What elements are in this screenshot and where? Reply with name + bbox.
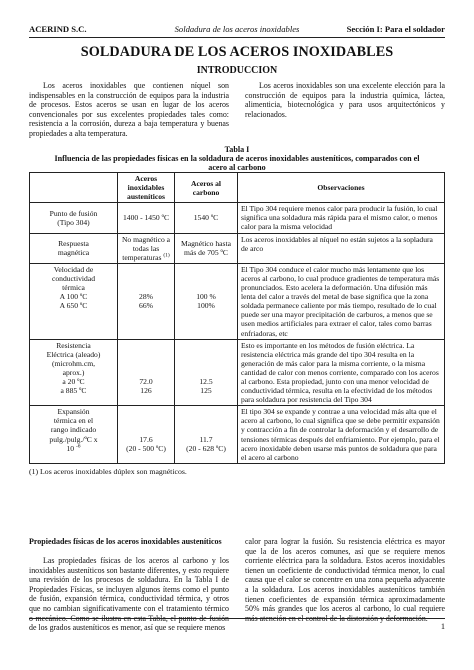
cell-line: [33, 359, 114, 368]
cell-line: [121, 386, 171, 395]
cell-line: [33, 350, 114, 359]
cell-line: [33, 416, 114, 425]
cell-line: [121, 235, 171, 244]
page-number: 1: [440, 622, 445, 631]
cell-text: Magnético hasta: [181, 239, 231, 249]
cell-text: Resistencia: [56, 340, 91, 350]
cell-text: a 20 ºC: [62, 376, 85, 386]
cell-line: [178, 377, 234, 386]
inox-value-cell: [118, 203, 175, 233]
cell-text: térmica en el: [53, 416, 94, 426]
cell-line: [121, 444, 171, 453]
table-header-inox: Aceros inoxidables austeníticos: [118, 173, 175, 203]
cell-line: [121, 377, 171, 386]
cell-text: 100%: [197, 301, 215, 311]
cell-text: 10: [66, 443, 75, 453]
table-row: [30, 339, 445, 406]
cell-text: 72.0: [139, 376, 153, 386]
cell-text: pulg./pulg./ºC x: [49, 434, 98, 444]
cell-text: conductividad: [51, 273, 96, 283]
property-cell: [30, 339, 118, 406]
carbon-value-cell: [175, 406, 238, 464]
section-heading: Propiedades físicas de los aceros inoxidables austeníticos: [29, 537, 222, 546]
cell-text: 126: [140, 386, 152, 396]
cell-text: (20 - 500 ºC): [126, 443, 166, 453]
cell-line: [178, 239, 234, 248]
table-header-row: [30, 173, 445, 203]
property-cell: [30, 233, 118, 263]
superscript: (1): [163, 252, 170, 259]
cell-text: rango indicado: [50, 425, 97, 435]
table-number: Tabla I: [224, 145, 250, 154]
cell-text: todas las: [132, 243, 160, 253]
cell-line: [178, 213, 234, 222]
carbon-value-cell: [175, 203, 238, 233]
intro-paragraph-left: Los aceros inoxidables que contienen níquel son indispensables en la construcción de equipos para la industria de procesos. Estos aceros se usan en lugar de los aceros convencionales por sus excelentes propiedades tales como: resistencia a la corrosión, dureza a baja temperatura y buenas propiedades a alta temperatura.: [29, 81, 229, 138]
table-caption: Influencia de las propiedades físicas en la soldadura de aceros inoxidables austeníticos, comparados con el acero al carbono: [54, 154, 420, 173]
cell-line: [33, 368, 114, 377]
cell-line: [33, 218, 114, 227]
cell-text: No magnético a: [121, 234, 171, 244]
section-label: Sección I: Para el soldador: [346, 24, 445, 34]
observation-cell: El Tipo 304 conduce el calor mucho más lentamente que los aceros al carbono, lo cual produce gradientes de temperatura más pronunciados. Esto acelera la deformación. Una difusión más lenta del calor a través del metal de base significa que la zona soldada permanece caliente por más tiempo, resultado de lo cual puede ser una mayor precipitación de carburos, a menos que se usen medios artificiales para extraer el calor, tales como barras enfriadoras, etc: [238, 263, 445, 339]
cell-text: 11.7: [199, 434, 213, 444]
property-cell: [30, 406, 118, 464]
cell-line: [33, 239, 114, 248]
cell-line: [178, 292, 234, 301]
cell-line: [33, 386, 114, 395]
observation-cell: Los aceros inoxidables al níquel no están sujetos a la sopladura de arco: [238, 233, 445, 263]
table-header-blank: [30, 173, 118, 203]
cell-text: Eléctrica (aleado): [46, 349, 101, 359]
inox-value-cell: [118, 406, 175, 464]
cell-line: [33, 341, 114, 350]
cell-text: Punto de fusión: [49, 208, 98, 218]
cell-text: más de 705 ºC: [184, 248, 228, 258]
cell-line: [121, 253, 171, 262]
cell-text: magnética: [57, 248, 90, 258]
cell-text: Respuesta: [58, 239, 89, 249]
cell-text: (microhm.cm,: [51, 358, 96, 368]
section-paragraph-left: Las propiedades físicas de los aceros al carbono y los inoxidables austeníticos son bastante diferentes, y esto requiere una revisión de los procesos de soldadura. En la Tabla I de Propiedades Físicas, se incluyen algunos ítems como el punto de fusión, expansión térmica, conductividad térmica, y otros que no cambian significativamente con el tratamiento térmico o mecánico. Como se ilustra en esta Tabla, el punto de fusión de los grados austeníticos es menor, así que se requiere menos: [29, 556, 229, 633]
table-header-observations: Observaciones: [238, 173, 445, 203]
table-header-carbon: Aceros al carbono: [175, 173, 238, 203]
cell-line: [178, 444, 234, 453]
table-row: [30, 406, 445, 464]
inox-value-cell: [118, 339, 175, 406]
cell-text: 1400 - 1450 ºC: [122, 213, 170, 223]
property-cell: [30, 203, 118, 233]
carbon-value-cell: [175, 339, 238, 406]
cell-line: [121, 292, 171, 301]
cell-line: [33, 425, 114, 434]
cell-line: [33, 407, 114, 416]
cell-line: [178, 435, 234, 444]
cell-line: [33, 377, 114, 386]
carbon-value-cell: [175, 233, 238, 263]
footer-rule: [29, 618, 445, 619]
cell-text: 17.6: [139, 434, 153, 444]
cell-text: 100 %: [196, 292, 216, 302]
inox-value-cell: [118, 233, 175, 263]
cell-line: [178, 248, 234, 257]
cell-text: A 100 ºC: [59, 292, 88, 302]
observation-cell: El Tipo 304 requiere menos calor para producir la fusión, lo cual significa una soldadura más rápida para el mismo calor, o menos calor para la misma velocidad: [238, 203, 445, 233]
cell-line: [178, 301, 234, 310]
cell-line: [121, 435, 171, 444]
table-row: [30, 263, 445, 339]
table-row: [30, 233, 445, 263]
superscript: -6: [75, 443, 81, 450]
cell-line: [33, 301, 114, 310]
cell-text: a 885 ºC: [60, 386, 87, 396]
document-title-header: Soldadura de los aceros inoxidables: [174, 24, 300, 34]
cell-line: [33, 209, 114, 218]
cell-text: térmica: [62, 283, 85, 293]
cell-text: A 650 ºC: [59, 301, 88, 311]
inox-value-cell: [118, 263, 175, 339]
cell-line: [33, 265, 114, 274]
cell-line: [33, 444, 114, 453]
observation-cell: Esto es importante en los métodos de fusión eléctrica. La resistencia eléctrica más grande del tipo 304 resulta en la generación de más calor para la misma corriente, o la misma cantidad de calor con menos corriente, comparado con los aceros al carbono. Esta propiedad, junto con una menor velocidad de conductividad térmica, resulta en la efectividad de los métodos para soldadura por resistencia del Tipo 304: [238, 339, 445, 406]
cell-text: Velocidad de: [53, 264, 94, 274]
cell-line: [33, 435, 114, 444]
table-row: [30, 203, 445, 233]
section-paragraph-right: calor para lograr la fusión. Su resistencia eléctrica es mayor que la de los aceros comunes, así que se requiere menos corriente eléctrica para la soldadura. Estos aceros inoxidables tienen un coeficiente de conductividad térmica menor, lo cual causa que el calor se concentre en una zona pequeña adyacente a la soldadura. Los aceros inoxidables austeníticos también tienen coeficientes de expansión térmica aproximadamente 50% más grandes que los aceros al carbono, lo cual requiere más atención en el control de la distorsión y deformación.: [245, 537, 445, 623]
company-name: ACERIND S.C.: [29, 24, 87, 34]
cell-text: 12.5: [199, 376, 213, 386]
page-header: [29, 21, 445, 38]
property-cell: [30, 263, 118, 339]
observation-cell: El tipo 304 se expande y contrae a una velocidad más alta que el acero al carbono, lo cual significa que se debe permitir expansión y contracción a fin de controlar la deformación y el desarrollo de tensiones térmicas después del enfriamiento. Por ejemplo, para el acero inoxidable deben usarse más puntos de soldadura que para el acero al carbono: [238, 406, 445, 464]
cell-line: [33, 248, 114, 257]
table-footnote: (1) Los aceros inoxidables dúplex son magnéticos.: [29, 467, 187, 476]
page-title: SOLDADURA DE LOS ACEROS INOXIDABLES: [80, 44, 394, 60]
cell-text: aprox.): [62, 367, 85, 377]
cell-text: 125: [200, 386, 212, 396]
intro-paragraph-right: Los aceros inoxidables son una excelente elección para la construcción de equipos para la industria química, láctea, alimenticia, biotecnológica y para usos arquitectónicos y relacionados.: [245, 81, 445, 119]
cell-text: (20 - 628 ºC): [186, 443, 226, 453]
cell-line: [33, 274, 114, 283]
cell-text: temperaturas: [122, 252, 162, 262]
carbon-value-cell: [175, 263, 238, 339]
cell-line: [33, 283, 114, 292]
cell-line: [33, 292, 114, 301]
cell-line: [121, 301, 171, 310]
cell-line: [121, 213, 171, 222]
cell-line: [178, 386, 234, 395]
cell-text: 1540 ºC: [193, 213, 219, 223]
cell-text: 66%: [139, 301, 153, 311]
section-title-intro: INTRODUCCION: [196, 65, 278, 76]
properties-table: [29, 172, 445, 464]
cell-text: 28%: [139, 292, 153, 302]
cell-text: Expansión: [57, 407, 90, 417]
cell-text: (Tipo 304): [57, 217, 90, 227]
